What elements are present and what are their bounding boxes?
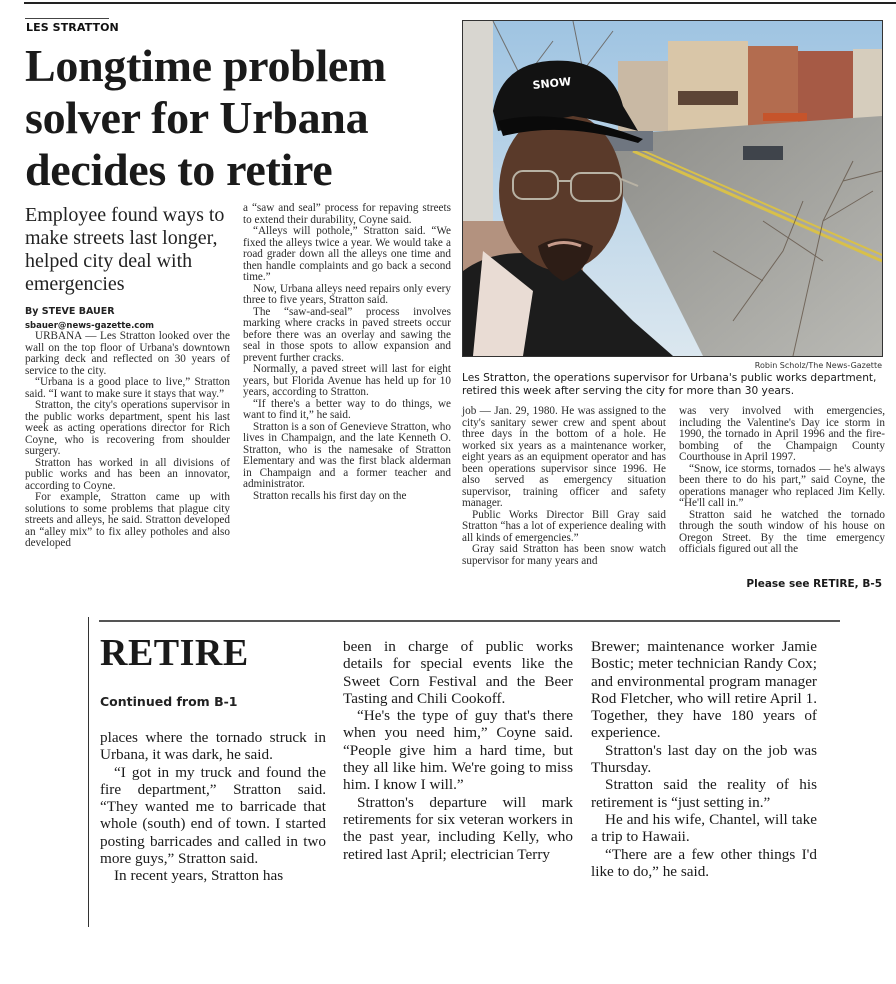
paragraph: “If there's a better way to do things, we want to find it,” he said. bbox=[243, 397, 451, 421]
continuation-top-rule bbox=[99, 620, 840, 622]
paragraph: “I got in my truck and found the fire department,” Stratton said. “They wanted me to barricade that whole (south) end of town. I started posting barricades and called in two more guys,” Stratton said. bbox=[100, 763, 326, 868]
paragraph: “Alleys will pothole,” Stratton said. “We fixed the alleys twice a year. We would take a road grader down all the alleys one time and then handle complaints and go back a second time.” bbox=[243, 225, 451, 283]
paragraph: Stratton said the reality of his retirement is “just setting in.” bbox=[591, 776, 817, 811]
paragraph: Stratton said he watched the tornado through the south window of his house on Oregon Street. By the time emergency officials figured out all the bbox=[679, 508, 885, 555]
paragraph: For example, Stratton came up with solutions to some problems that plague city streets and alleys, he said. Stratton developed an “alley mix” to fix alley potholes and also developed bbox=[25, 491, 230, 549]
paragraph: Public Works Director Bill Gray said Stratton “has a lot of experience dealing with all kinds of emergencies.” bbox=[462, 508, 666, 544]
paragraph: Stratton's departure will mark retirements for six veteran workers in the past year, including Kelly, who retired last April; electrician Terry bbox=[343, 793, 573, 863]
photo-illustration bbox=[463, 21, 882, 356]
paragraph: job — Jan. 29, 1980. He was assigned to the city's sanitary sewer crew and spent about three days in the bottom of a hole. He worked six years as a maintenance worker, eight years as an equipment operator and has been operations supervisor since 1996. He also served as emergency situation supervisor, training officer and safety manager. bbox=[462, 405, 666, 509]
paragraph: “Snow, ice storms, tornados — he's always been there to do his part,” said Coyne, the operations manager who replaced Jim Kelly. “He'll call in.” bbox=[679, 462, 885, 509]
paragraph: The “saw-and-seal” process involves marking where cracks in paved streets occur before there was an overlay and sawing the seal in those spots to allow expansion and prevent further cracks. bbox=[243, 305, 451, 364]
paragraph: Brewer; maintenance worker Jamie Bostic; meter technician Randy Cox; and environmental program manager Rod Fletcher, who will retire April 1. Together, they have 180 years of experience. bbox=[591, 638, 817, 742]
paragraph: He and his wife, Chantel, will take a trip to Hawaii. bbox=[591, 810, 817, 846]
byline: By STEVE BAUER bbox=[25, 306, 115, 317]
paragraph: been in charge of public works details for special events like the Sweet Corn Festival and the Beer Tasting and Chili Cookoff. bbox=[343, 638, 573, 707]
continuation-left-border bbox=[88, 617, 89, 927]
article-column-4 bbox=[679, 406, 885, 556]
headline: Longtime problem solver for Urbana decides to retire bbox=[25, 40, 387, 195]
paragraph: Stratton, the city's operations supervisor in the public works department, spent his last week as acting operations director for Rich Coyne, who is recovering from shoulder surgery. bbox=[25, 399, 230, 457]
continued-from: Continued from B-1 bbox=[100, 694, 238, 709]
article-column-1 bbox=[25, 331, 230, 550]
photo-credit: Robin Scholz/The News-Gazette bbox=[754, 361, 882, 370]
paragraph: In recent years, Stratton has bbox=[114, 867, 284, 885]
paragraph: Stratton recalls his first day on the bbox=[253, 489, 407, 502]
paragraph: Now, Urbana alleys need repairs only every three to five years, Stratton said. bbox=[243, 282, 451, 306]
paragraph: “Urbana is a good place to live,” Stratton said. “I want to make sure it stays that way.” bbox=[25, 376, 230, 400]
paragraph: Normally, a paved street will last for eight years, but Florida Avenue has held up for 10 years, according to Stratton. bbox=[243, 363, 451, 398]
paragraph: was very involved with emergencies, including the Valentine's Day ice storm in 1990, the tornado in April 1996 and the fire-bombing of the Champaign County Courthouse in April 1997. bbox=[679, 405, 885, 463]
cap-logo-text: SNOW bbox=[531, 75, 572, 92]
photo-les-stratton bbox=[462, 20, 883, 357]
paragraph: Gray said Stratton has been snow watch supervisor for many years and bbox=[462, 543, 666, 567]
paragraph: “He's the type of guy that's there when you need him,” Coyne said. “People give him a hard time, but they all like him. We're going to miss him. I know I will.” bbox=[343, 707, 573, 794]
paragraph: URBANA — Les Stratton looked over the wall on the top floor of Urbana's downtown parking deck and reflected on 30 years of service to the city. bbox=[25, 330, 230, 377]
continuation-headline: RETIRE bbox=[100, 632, 249, 674]
continuation-column-3 bbox=[591, 638, 817, 880]
jump-line: Please see RETIRE, B-5 bbox=[746, 578, 882, 590]
continuation-column-2 bbox=[343, 638, 573, 863]
paragraph: Stratton is a son of Genevieve Stratton, who lives in Champaign, and the late Kenneth O. Stratton, who is the namesake of Stratton Elementary and was the first black alderman in Champaign and a former teacher and administrator. bbox=[243, 420, 451, 490]
article-column-2 bbox=[243, 203, 451, 502]
paragraph: places where the tornado struck in Urbana, it was dark, he said. bbox=[100, 729, 326, 764]
kicker: LES STRATTON bbox=[26, 21, 119, 34]
paragraph: a “saw and seal” process for repaving streets to extend their durability, Coyne said. bbox=[243, 202, 451, 226]
photo-caption: Les Stratton, the operations supervisor for Urbana's public works department, retired this week after serving the city for more than 30 years. bbox=[462, 372, 877, 397]
paragraph: Stratton's last day on the job was Thursday. bbox=[591, 741, 817, 777]
paragraph: Stratton has worked in all divisions of public works and has been an innovator, according to Coyne. bbox=[25, 456, 230, 492]
top-rule bbox=[24, 2, 896, 4]
continuation-column-1 bbox=[100, 729, 326, 885]
article-column-3 bbox=[462, 406, 666, 567]
byline-email: sbauer@news-gazette.com bbox=[25, 321, 155, 331]
paragraph: “There are a few other things I'd like to do,” he said. bbox=[591, 845, 817, 880]
kicker-rule bbox=[25, 18, 109, 19]
deck: Employee found ways to make streets last longer, helped city deal with emergencies bbox=[25, 204, 225, 295]
